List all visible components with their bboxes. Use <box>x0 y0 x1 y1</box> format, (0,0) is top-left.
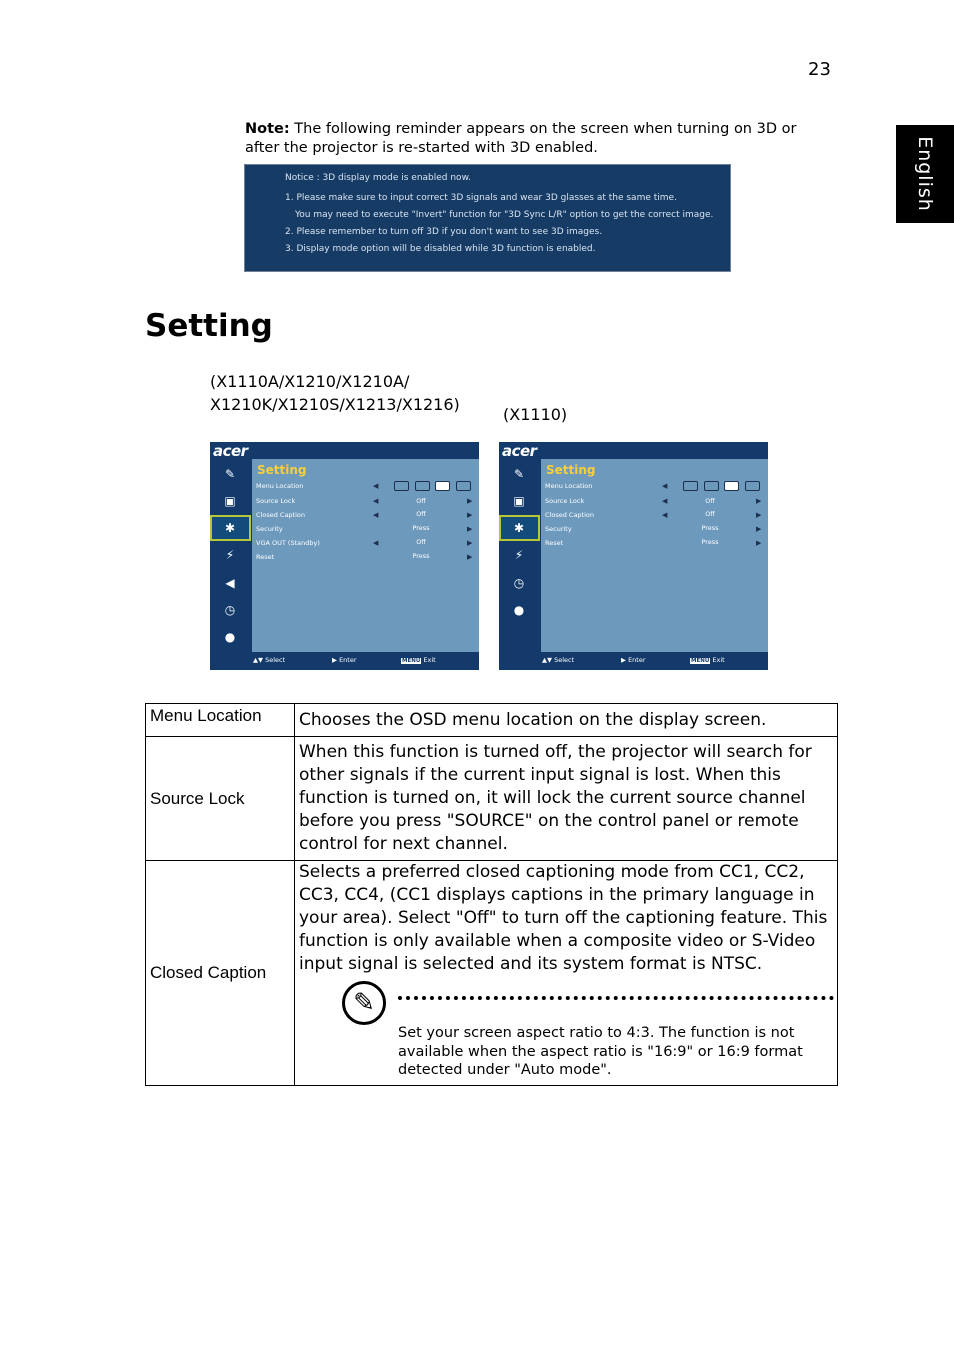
color-icon: ✎ <box>513 467 525 481</box>
osd-row-value: Off <box>416 497 426 505</box>
arrow-left-icon: ◀ <box>373 497 379 505</box>
notice-line: 2. Please remember to turn off 3D if you don't want to see 3D images. <box>285 227 603 237</box>
notice-line: 3. Display mode option will be disabled while 3D function is enabled. <box>285 244 596 254</box>
language-icon: ● <box>513 603 525 617</box>
language-tab-label: English <box>914 136 936 212</box>
osd-row-label: Reset <box>545 539 564 547</box>
table-cell-name: Source Lock <box>146 737 295 861</box>
osd-row-label: Security <box>545 525 572 533</box>
footer-enter: ▶ Enter <box>332 656 357 664</box>
osd-title: Setting <box>257 463 307 477</box>
arrow-right-icon: ▶ <box>756 539 762 547</box>
location-option-icon <box>415 481 430 491</box>
note-text: The following reminder appears on the screen when turning on 3D or after the projector is re-started with 3D enabled. <box>245 121 797 156</box>
osd-row-value: Off <box>705 497 715 505</box>
footer-select: ▲▼ Select <box>253 656 286 664</box>
arrow-left-icon: ◀ <box>662 497 668 505</box>
audio-icon: ◀ <box>225 576 235 590</box>
osd-row-label: Security <box>256 525 283 533</box>
osd-row-value: Press <box>412 552 430 560</box>
management-icon: ⚡ <box>225 548 235 562</box>
model-line-1: (X1110A/X1210/X1210A/ <box>210 372 410 391</box>
inner-note-text: Set your screen aspect ratio to 4:3. The function is not available when the aspect ratio is "16:9" or 16:9 format detected under "Auto mode". <box>398 1025 803 1078</box>
notice-line: 1. Please make sure to input correct 3D signals and wear 3D glasses at the same time. <box>285 193 677 203</box>
acer-logo: acer <box>502 442 537 460</box>
dotted-divider <box>398 996 834 1000</box>
location-option-icon <box>704 481 719 491</box>
color-icon: ✎ <box>224 467 236 481</box>
note-label: Note: <box>245 121 290 137</box>
image-icon: ▣ <box>513 494 525 508</box>
osd-row-label: Source Lock <box>545 497 585 505</box>
timer-icon: ◷ <box>513 576 525 590</box>
location-option-icon <box>724 481 739 491</box>
osd-row-value: Off <box>416 510 426 518</box>
osd-title: Setting <box>546 463 596 477</box>
osd-screenshot-right <box>499 442 768 670</box>
arrow-right-icon: ▶ <box>467 497 473 505</box>
arrow-right-icon: ▶ <box>756 525 762 533</box>
section-title: Setting <box>145 308 273 344</box>
arrow-right-icon: ▶ <box>756 497 762 505</box>
osd-row-value: Off <box>416 538 426 546</box>
setting-icon: ✱ <box>513 521 525 535</box>
3d-notice-box <box>244 164 731 272</box>
note-paragraph <box>245 120 825 157</box>
location-option-icon <box>745 481 760 491</box>
osd-row-value: Press <box>701 524 719 532</box>
note-pen-icon: ✎ <box>342 981 386 1025</box>
closed-caption-description: Selects a preferred closed captioning mode from CC1, CC2, CC3, CC4, (CC1 displays captions in the primary language in your area). Select "Off" to turn off the captioning feature. This function is only available when a composite video or S-Video input signal is selected and its system format is NTSC. <box>299 862 828 974</box>
osd-row-label: VGA OUT (Standby) <box>256 539 320 547</box>
osd-row-label: Menu Location <box>545 482 593 490</box>
notice-line: Notice : 3D display mode is enabled now. <box>285 173 471 183</box>
image-icon: ▣ <box>224 494 236 508</box>
arrow-right-icon: ▶ <box>467 525 473 533</box>
arrow-right-icon: ▶ <box>467 539 473 547</box>
setting-icon: ✱ <box>224 521 236 535</box>
location-option-icon <box>456 481 471 491</box>
arrow-right-icon: ▶ <box>467 511 473 519</box>
osd-row-value: Press <box>701 538 719 546</box>
notice-line: You may need to execute "Invert" function for "3D Sync L/R" option to get the correct image. <box>295 210 714 220</box>
osd-row-label: Reset <box>256 553 275 561</box>
model-list-right: (X1110) <box>503 405 568 424</box>
table-row <box>146 704 838 737</box>
arrow-left-icon: ◀ <box>662 482 668 490</box>
location-option-icon <box>435 481 450 491</box>
osd-row-label: Closed Caption <box>545 511 594 519</box>
osd-row-value: Off <box>705 510 715 518</box>
page-number: 23 <box>808 59 831 80</box>
model-line-2: X1210K/X1210S/X1213/X1216) <box>210 395 460 414</box>
table-row <box>146 737 838 861</box>
footer-exit: MENU Exit <box>691 656 725 664</box>
arrow-right-icon: ▶ <box>756 511 762 519</box>
footer-enter: ▶ Enter <box>621 656 646 664</box>
arrow-left-icon: ◀ <box>662 511 668 519</box>
osd-row-label: Closed Caption <box>256 511 305 519</box>
acer-logo: acer <box>213 442 248 460</box>
management-icon: ⚡ <box>514 548 524 562</box>
osd-row-value: Press <box>412 524 430 532</box>
language-tab <box>896 125 954 223</box>
language-icon: ● <box>224 630 236 644</box>
location-option-icon <box>683 481 698 491</box>
footer-select: ▲▼ Select <box>542 656 575 664</box>
arrow-left-icon: ◀ <box>373 539 379 547</box>
osd-row-label: Menu Location <box>256 482 304 490</box>
footer-exit: MENU Exit <box>402 656 436 664</box>
table-cell-description: When this function is turned off, the projector will search for other signals if the current input signal is lost. When this function is turned on, it will lock the current source channel before you press "SOURCE" on the control panel or remote control for next channel. <box>295 737 838 861</box>
arrow-right-icon: ▶ <box>467 553 473 561</box>
table-cell-name: Menu Location <box>146 704 295 737</box>
arrow-left-icon: ◀ <box>373 511 379 519</box>
arrow-left-icon: ◀ <box>373 482 379 490</box>
table-cell-name: Closed Caption <box>146 861 295 1086</box>
osd-screenshot-left <box>210 442 479 670</box>
location-option-icon <box>394 481 409 491</box>
table-cell-description: Chooses the OSD menu location on the display screen. <box>295 704 838 737</box>
model-list-left <box>210 370 460 416</box>
timer-icon: ◷ <box>224 603 236 617</box>
osd-row-label: Source Lock <box>256 497 296 505</box>
